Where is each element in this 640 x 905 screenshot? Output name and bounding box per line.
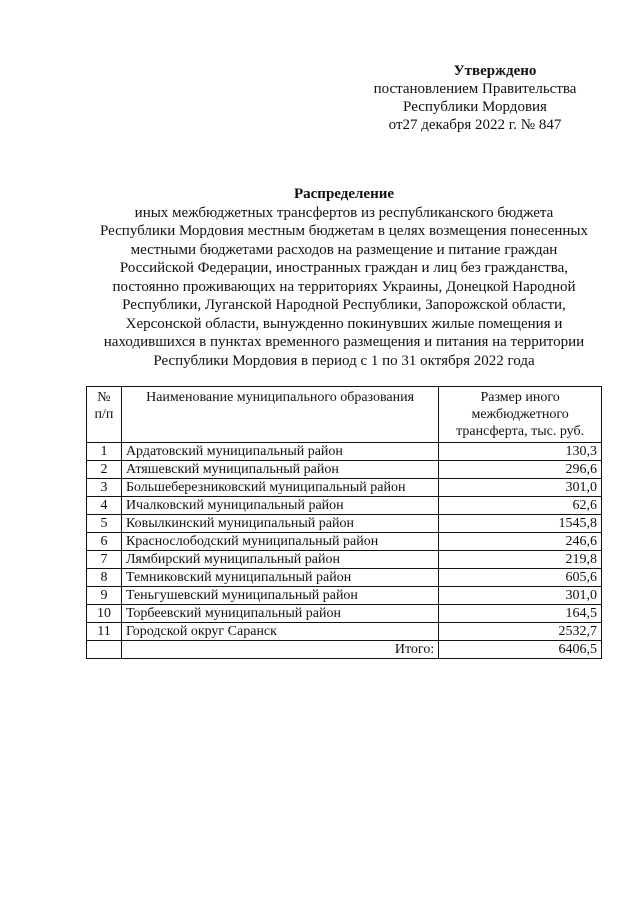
row-number: 1	[87, 443, 122, 461]
heading-line: Российской Федерации, иностранных граждан и лиц без гражданства,	[119, 260, 569, 276]
row-value: 246,6	[439, 533, 602, 551]
row-value: 301,0	[439, 587, 602, 605]
row-number: 3	[87, 479, 122, 497]
heading-title: Распределение	[293, 186, 395, 202]
row-value: 301,0	[439, 479, 602, 497]
row-number: 4	[87, 497, 122, 515]
row-name: Краснослободский муниципальный район	[121, 533, 438, 551]
row-number: 2	[87, 461, 122, 479]
row-value: 219,8	[439, 551, 602, 569]
approval-line-3: от27 декабря 2022 г. № 847	[388, 117, 562, 133]
table-row	[87, 569, 602, 587]
row-number: 10	[87, 605, 122, 623]
row-name: Торбеевский муниципальный район	[121, 605, 438, 623]
row-value: 130,3	[439, 443, 602, 461]
row-number: 11	[87, 623, 122, 641]
row-name: Лямбирский муниципальный район	[121, 551, 438, 569]
header-number	[87, 387, 122, 443]
table-row	[87, 461, 602, 479]
row-name: Ичалковский муниципальный район	[121, 497, 438, 515]
table-row	[87, 623, 602, 641]
heading-line: постоянно проживающих на территориях Украины, Донецкой Народной	[112, 278, 576, 295]
row-number: 8	[87, 569, 122, 587]
heading-line: местными бюджетами расходов на размещение и питание граждан	[130, 241, 558, 258]
row-name: Темниковский муниципальный район	[121, 569, 438, 587]
heading-line: Республики Мордовия местным бюджетам в целях возмещения понесенных	[99, 223, 589, 239]
row-number: 7	[87, 551, 122, 569]
header-value-line3: трансферта, тыс. руб.	[456, 424, 585, 439]
table-row	[87, 551, 602, 569]
heading-line: Республики, Луганской Народной Республики, Запорожской области,	[122, 297, 566, 313]
table-header-row	[87, 387, 602, 443]
row-value: 605,6	[439, 569, 602, 587]
approval-title: Утверждено	[453, 63, 537, 79]
table-total-row	[87, 641, 602, 659]
total-value: 6406,5	[439, 641, 602, 659]
distribution-table	[86, 386, 602, 659]
row-number: 6	[87, 533, 122, 551]
header-value	[439, 387, 602, 443]
table-row	[87, 479, 602, 497]
total-empty-cell	[87, 641, 122, 659]
row-number: 9	[87, 587, 122, 605]
row-value: 164,5	[439, 605, 602, 623]
row-value: 2532,7	[439, 623, 602, 641]
row-name: Ардатовский муниципальный район	[121, 443, 438, 461]
document-heading	[80, 185, 608, 370]
table-row	[87, 587, 602, 605]
approval-block	[350, 62, 600, 134]
heading-line: иных межбюджетных трансфертов из республиканского бюджета	[134, 204, 554, 221]
table-row	[87, 605, 602, 623]
table-row	[87, 443, 602, 461]
header-number-line2: п/п	[94, 407, 114, 422]
row-value: 296,6	[439, 461, 602, 479]
row-name: Большеберезниковский муниципальный район	[121, 479, 438, 497]
row-name: Ковылкинский муниципальный район	[121, 515, 438, 533]
header-value-line2: межбюджетного	[471, 407, 569, 422]
row-value: 62,6	[439, 497, 602, 515]
table-row	[87, 497, 602, 515]
approval-line-1: постановлением Правительства	[373, 81, 577, 97]
row-value: 1545,8	[439, 515, 602, 533]
header-name: Наименование муниципального образования	[121, 387, 438, 443]
row-name: Теньгушевский муниципальный район	[121, 587, 438, 605]
total-label: Итого:	[121, 641, 438, 659]
table-row	[87, 533, 602, 551]
row-number: 5	[87, 515, 122, 533]
heading-line: Республики Мордовия в период с 1 по 31 октября 2022 года	[153, 352, 535, 369]
heading-line: находившихся в пунктах временного размещения и питания на территории	[103, 334, 585, 350]
row-name: Атяшевский муниципальный район	[121, 461, 438, 479]
header-number-line1: №	[97, 390, 111, 405]
table-row	[87, 515, 602, 533]
header-value-line1: Размер иного	[480, 390, 560, 405]
approval-line-2: Республики Мордовия	[403, 99, 547, 115]
heading-line: Херсонской области, вынужденно покинувших жилые помещения и	[125, 315, 563, 332]
row-name: Городской округ Саранск	[121, 623, 438, 641]
